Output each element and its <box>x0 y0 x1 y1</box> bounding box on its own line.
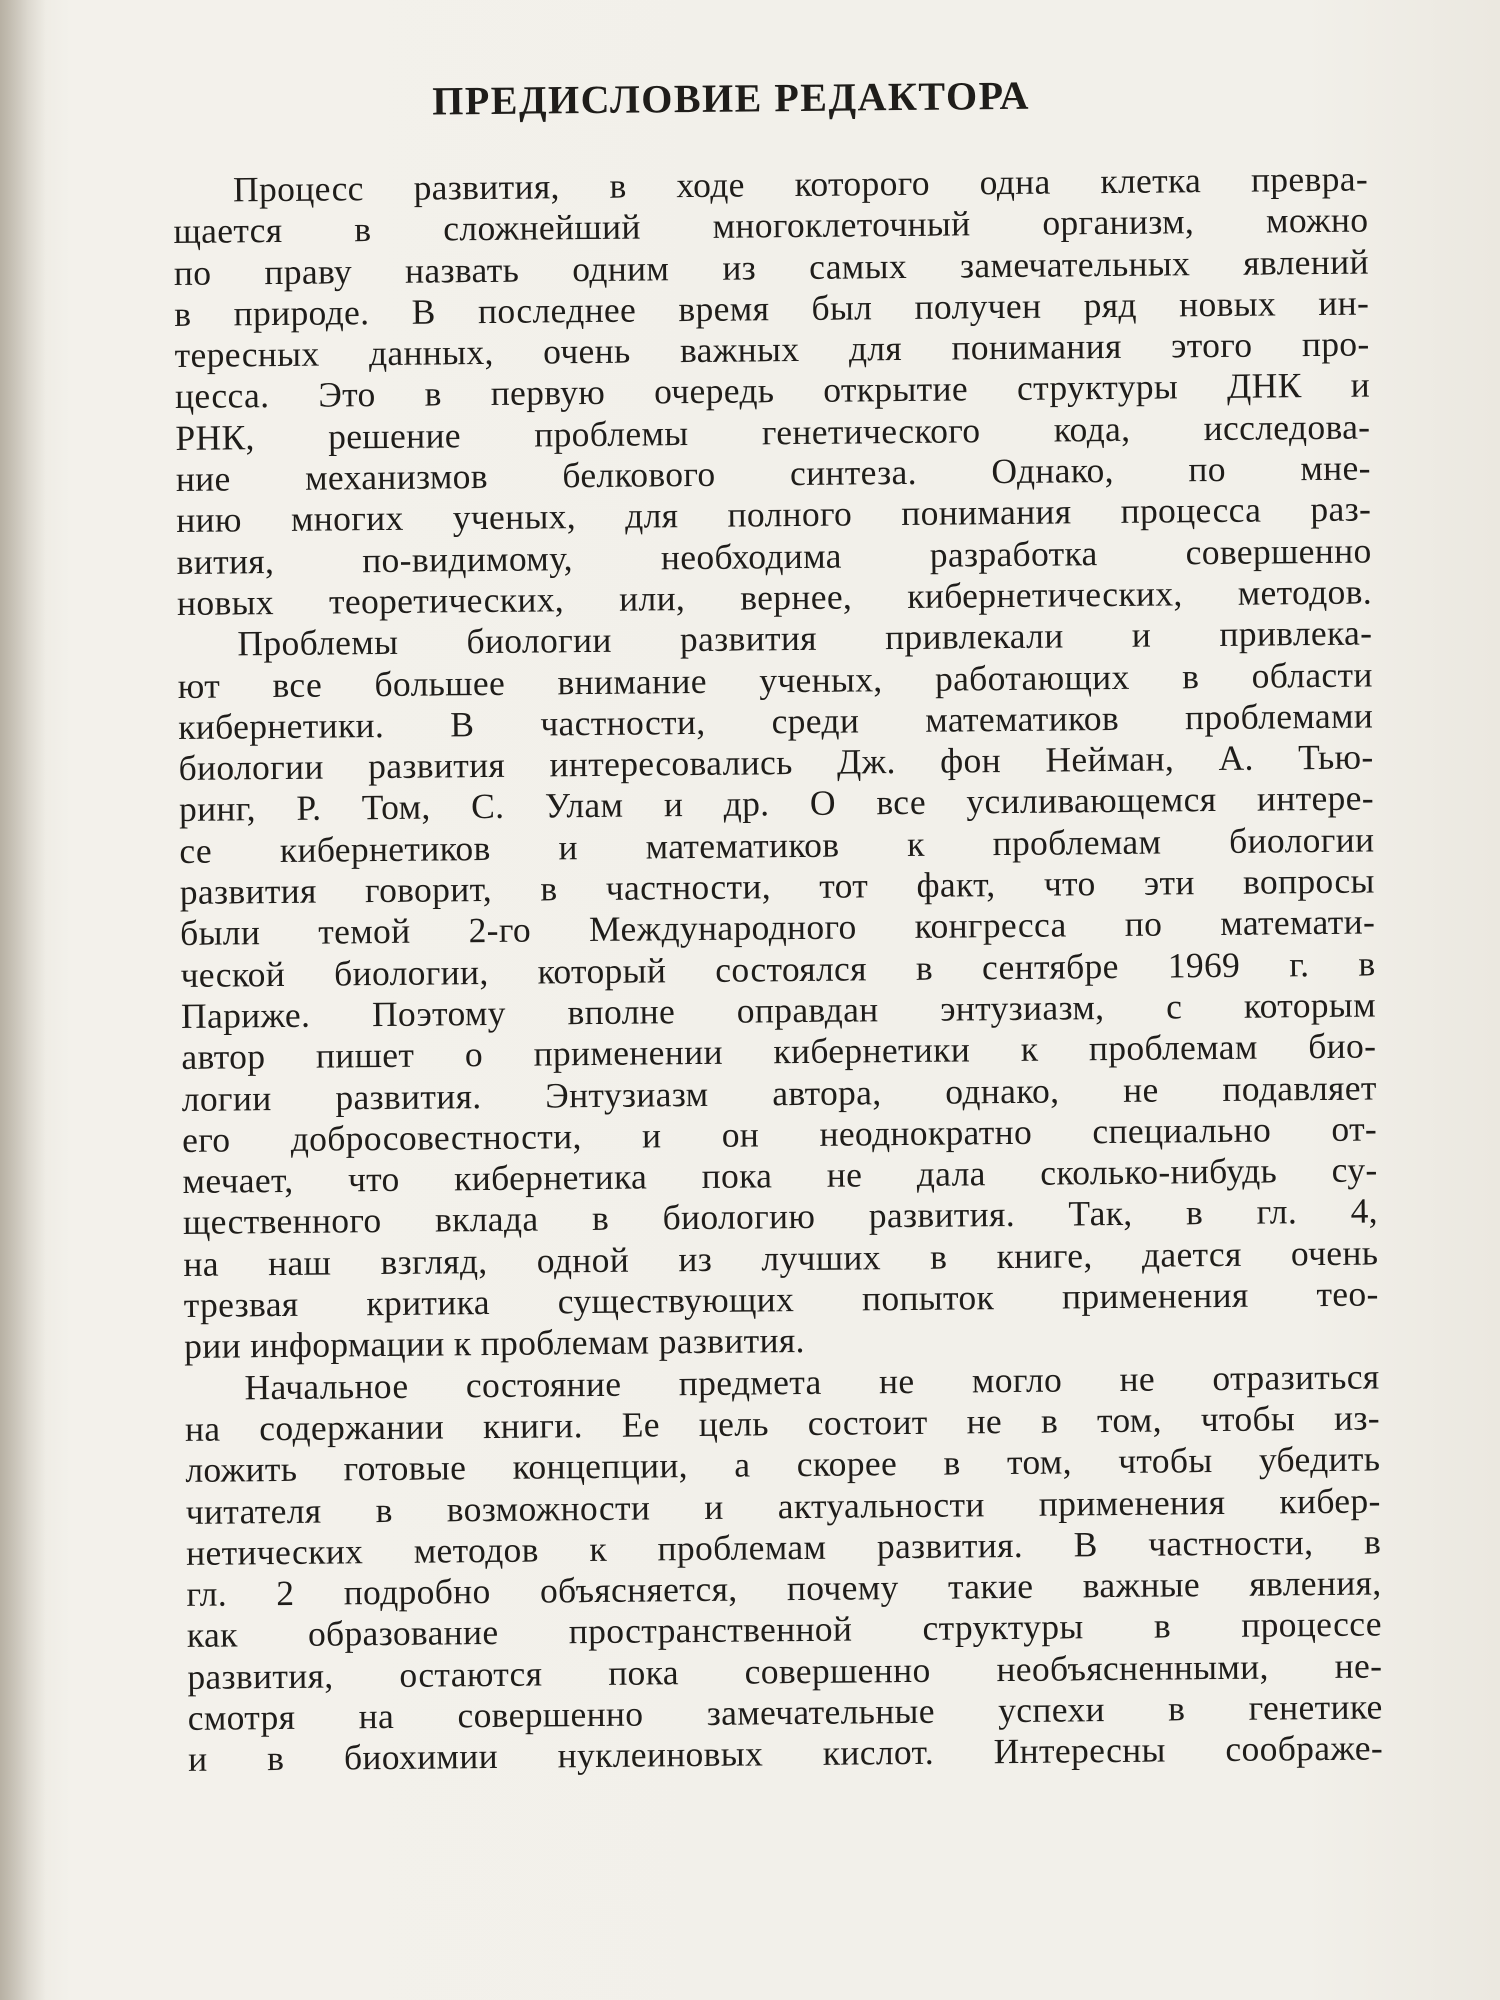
text-line: рии информации к проблемам развития. <box>183 1320 805 1367</box>
text-line: РНК, решение проблемы генетического кода, исследова- <box>175 406 1371 458</box>
text-block <box>172 69 1383 1781</box>
text-line: логии развития. Энтузиазм автора, однако, не подавляет <box>181 1067 1377 1119</box>
text-line: читателя в возможности и актуальности применения кибер- <box>185 1479 1381 1532</box>
text-line: ческой биологии, который состоялся в сентябре 1969 г. в <box>180 943 1376 995</box>
text-line: на наш взгляд, одной из лучших в книге, дается очень <box>183 1232 1379 1284</box>
text-line: Процесс развития, в ходе которого одна клетка превра- <box>232 158 1369 210</box>
text-line: были темой 2-го Международного конгресса по математи- <box>179 901 1376 954</box>
page-title: ПРЕДИСЛОВИЕ РЕДАКТОРА <box>431 72 1031 124</box>
text-line: как образование пространственной структуры в процессе <box>186 1603 1383 1656</box>
text-line: щественного вклада в биологию развития. Так, в гл. 4, <box>182 1190 1379 1243</box>
text-line: на содержании книги. Ее цель состоит не в том, чтобы из- <box>184 1397 1381 1449</box>
text-line: Париже. Поэтому вполне оправдан энтузиазм, с которым <box>180 984 1377 1036</box>
text-line: и в биохимии нуклеиновых кислот. Интересны соображе- <box>187 1727 1384 1780</box>
binding-shadow <box>0 0 46 2000</box>
text-line: се кибернетиков и математиков к проблемам биологии <box>179 819 1375 871</box>
text-line: трезвая критика существующих попыток применения тео- <box>183 1273 1379 1325</box>
text-line: цесса. Это в первую очередь открытие структуры ДНК и <box>174 364 1371 417</box>
paragraph-1 <box>173 159 1372 625</box>
text-line: его добросовестности, и он неоднократно специально от- <box>181 1108 1378 1160</box>
text-line: нетических методов к проблемам развития. В частности, в <box>185 1521 1382 1573</box>
text-line: смотря на совершенно замечательные успехи в генетике <box>187 1686 1383 1738</box>
text-line: Начальное состояние предмета не могло не отразиться <box>244 1356 1380 1407</box>
text-line: вития, по-видимому, необходима разработка совершенно <box>176 530 1372 582</box>
text-line: ложить готовые концепции, а скорее в том, чтобы убедить <box>185 1438 1381 1491</box>
text-line: гл. 2 подробно объясняется, почему такие важные явления, <box>186 1562 1382 1615</box>
text-line: по праву назвать одним из самых замечательных явлений <box>173 241 1369 293</box>
text-line: Проблемы биологии развития привлекали и привлека- <box>237 612 1373 664</box>
text-line: новых теоретических, или, вернее, кибернетических, методов. <box>176 571 1373 623</box>
paragraph-3 <box>184 1356 1383 1780</box>
text-line: тересных данных, очень важных для понимания этого про- <box>174 323 1370 376</box>
text-line: ние механизмов белкового синтеза. Однако, по мне- <box>175 447 1371 500</box>
text-line: кибернетики. В частности, среди математиков проблемами <box>178 695 1374 747</box>
text-line: ют все большее внимание ученых, работающих в области <box>177 654 1373 706</box>
text-line: мечает, что кибернетика пока не дала сколько-нибудь су- <box>182 1149 1378 1202</box>
text-line: биологии развития интересовались Дж. фон Нейман, А. Тью- <box>178 736 1374 789</box>
text-line: развития, остаются пока совершенно необъясненными, не- <box>187 1645 1383 1697</box>
text-line: ринг, Р. Том, С. Улам и др. О все усиливающемся интере- <box>178 777 1375 830</box>
text-line: развития говорит, в частности, тот факт, что эти вопросы <box>179 860 1375 913</box>
text-line: в природе. В последнее время был получен ряд новых ин- <box>174 282 1370 334</box>
text-line: щается в сложнейший многоклеточный организм, можно <box>173 199 1369 252</box>
paragraph-2 <box>177 613 1379 1368</box>
text-line: нию многих ученых, для полного понимания процесса раз- <box>176 488 1372 541</box>
text-line: автор пишет о применении кибернетики к проблемам био- <box>181 1025 1377 1078</box>
